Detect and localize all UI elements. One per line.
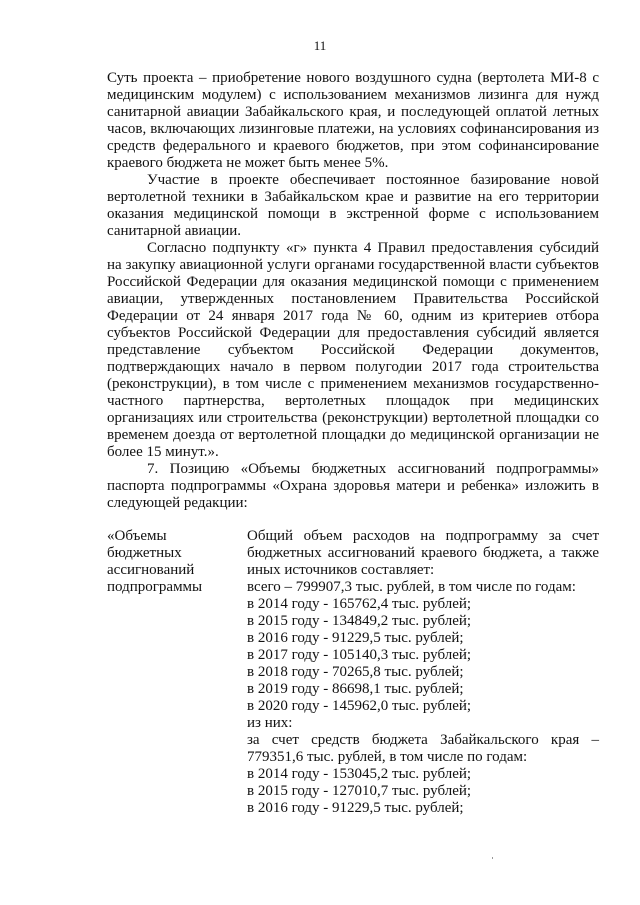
budget-line: в 2019 году - 86698,1 тыс. рублей; [247, 681, 464, 697]
total-expenses-intro: Общий объем расходов на подпрограмму за счет бюджетных ассигнований краевого бюджета, а также иных источников составляет: [247, 528, 599, 578]
budget-table [107, 528, 599, 817]
regional-budget-intro: за счет средств бюджета Забайкальского края – 779351,6 тыс. рублей, в том числе по годам: [247, 732, 599, 765]
left-cell-line: бюджетных [107, 545, 182, 561]
scan-speck [492, 857, 493, 859]
budget-line: в 2017 году - 105140,3 тыс. рублей; [247, 647, 472, 663]
left-cell-line: подпрограммы [107, 579, 203, 595]
budget-line: в 2014 году - 153045,2 тыс. рублей; [247, 766, 472, 782]
page-number: 11 [313, 38, 327, 53]
paragraph-item-7: 7. Позицию «Объемы бюджетных ассигнований подпрограммы» паспорта подпрограммы «Охрана здоровья матери и ребенка» изложить в следующей редакции: [107, 461, 599, 511]
left-cell-line: «Объемы [107, 528, 167, 544]
paragraph-project-essence: Суть проекта – приобретение нового воздушного судна (вертолета МИ-8 с медицинским модулем) с использованием механизмов лизинга для нужд санитарной авиации Забайкальского края, и последующей оплатой летных часов, включающих лизинговые платежи, на условиях софинансирования из средств федерального и краевого бюджетов, при этом софинансирование краевого бюджета не может быть менее 5%. [107, 70, 599, 171]
budget-line: в 2016 году - 91229,5 тыс. рублей; [247, 630, 464, 646]
body-text [107, 70, 599, 512]
table-left-column [107, 528, 247, 817]
paragraph-participation: Участие в проекте обеспечивает постоянное базирование новой вертолетной техники в Забайкальском крае и развитие на его территории оказания медицинской помощи в экстренной форме с использованием санитарной авиации. [107, 172, 599, 239]
budget-line: в 2020 году - 145962,0 тыс. рублей; [247, 698, 472, 714]
budget-line: в 2018 году - 70265,8 тыс. рублей; [247, 664, 464, 680]
budget-line: в 2014 году - 165762,4 тыс. рублей; [247, 596, 472, 612]
budget-line: в 2016 году - 91229,5 тыс. рублей; [247, 800, 464, 816]
budget-line: из них: [247, 715, 293, 731]
budget-line: всего – 799907,3 тыс. рублей, в том числе по годам: [247, 579, 576, 595]
table-right-column [247, 528, 599, 817]
budget-line: в 2015 году - 127010,7 тыс. рублей; [247, 783, 472, 799]
paragraph-rules-reference: Согласно подпункту «г» пункта 4 Правил предоставления субсидий на закупку авиационной услуги органами государственной власти субъектов Российской Федерации для оказания медицинской помощи с применением авиации, утвержденных постановлением Правительства Российской Федерации от 24 января 2017 года № 60, одним из критериев отбора субъектов Российской Федерации для предоставления субсидий является представление субъектом Российской Федерации документов, подтверждающих начало в первом полугодии 2017 года строительства (реконструкции), в том числе с применением механизмов государственно-частного партнерства, вертолетных площадок при медицинских организациях или строительства (реконструкции) вертолетной площадки со временем доезда от вертолетной площадки до медицинской организации не более 15 минут.». [107, 240, 599, 460]
left-cell-line: ассигнований [107, 562, 195, 578]
budget-line: в 2015 году - 134849,2 тыс. рублей; [247, 613, 472, 629]
